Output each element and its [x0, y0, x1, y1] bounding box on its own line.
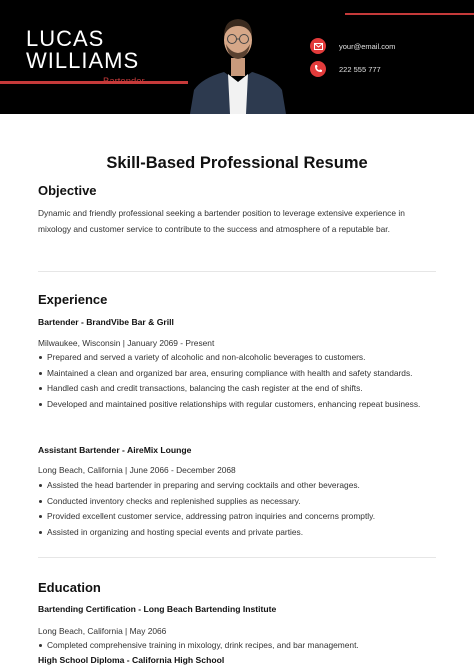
resume-header — [0, 0, 474, 114]
job-title-1: Bartender - BrandVibe Bar & Grill — [38, 317, 174, 327]
list-item: Handled cash and credit transactions, balancing the cash register at the end of shifts. — [38, 381, 438, 397]
first-name: LUCAS — [26, 26, 105, 51]
objective-heading: Objective — [38, 183, 97, 198]
list-item: Developed and maintained positive relationships with regular customers, enhancing repeat business. — [38, 397, 438, 413]
accent-line-right — [345, 13, 474, 15]
experience-heading: Experience — [38, 292, 108, 307]
resume-title: Skill-Based Professional Resume — [106, 154, 368, 172]
education-heading: Education — [38, 580, 101, 595]
job-bullets-1 — [38, 350, 438, 412]
education-bullets-1 — [38, 638, 438, 654]
list-item: Prepared and served a variety of alcoholic and non-alcoholic beverages to customers. — [38, 350, 438, 366]
email-icon — [310, 38, 326, 54]
section-divider — [38, 557, 436, 558]
job-title-2: Assistant Bartender - AireMix Lounge — [38, 445, 192, 455]
list-item: Assisted the head bartender in preparing and serving cocktails and other beverages. — [38, 478, 438, 494]
list-item: Maintained a clean and organized bar area, ensuring compliance with health and safety standards. — [38, 366, 438, 382]
profile-photo — [188, 8, 288, 114]
section-divider — [38, 271, 436, 272]
contact-phone — [310, 61, 381, 77]
last-name: WILLIAMS — [26, 48, 140, 73]
list-item: Provided excellent customer service, addressing patron inquiries and concerns promptly. — [38, 509, 438, 525]
list-item: Assisted in organizing and hosting special events and private parties. — [38, 525, 438, 541]
education-meta-1: Long Beach, California | May 2066 — [38, 626, 167, 636]
phone-text: 222 555 777 — [339, 64, 381, 74]
phone-icon — [310, 61, 326, 77]
list-item: Conducted inventory checks and replenished supplies as necessary. — [38, 494, 438, 510]
contact-email — [310, 38, 395, 54]
job-meta-1: Milwaukee, Wisconsin | January 2069 - Present — [38, 338, 215, 348]
education-title-1: Bartending Certification - Long Beach Bartending Institute — [38, 604, 277, 614]
job-bullets-2 — [38, 478, 438, 540]
job-role: Bartender — [103, 76, 145, 87]
objective-text: Dynamic and friendly professional seeking a bartender position to leverage extensive experience in mixology and customer service to contribute to the success and atmosphere of a reputable bar. — [38, 208, 405, 234]
accent-line-left — [0, 81, 188, 84]
list-item: Completed comprehensive training in mixology, drink recipes, and bar management. — [38, 638, 438, 654]
education-title-2: High School Diploma - California High School — [38, 655, 225, 665]
email-text: your@email.com — [339, 41, 396, 51]
job-meta-2: Long Beach, California | June 2066 - December 2068 — [38, 465, 236, 475]
